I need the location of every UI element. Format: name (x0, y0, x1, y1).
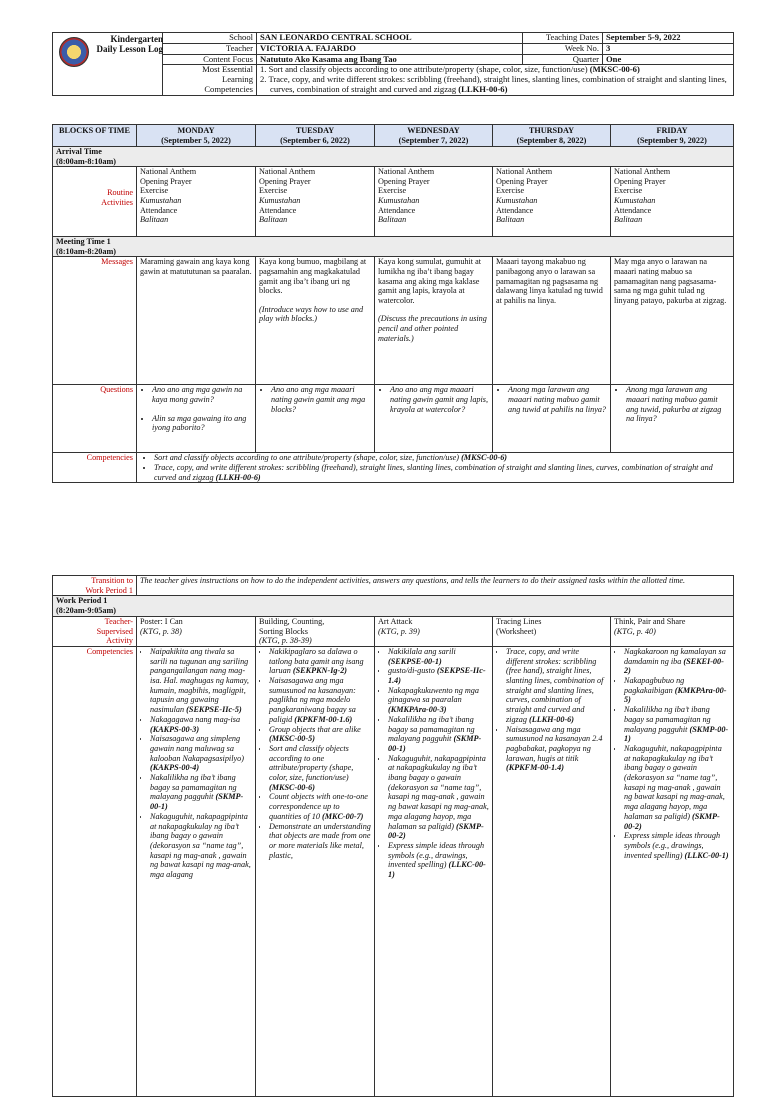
mel-item-2 (260, 75, 730, 95)
activity-ref: (KTG, p. 38-39) (259, 636, 312, 646)
competency-list-tuesday (259, 647, 371, 860)
competency-item (388, 686, 489, 715)
competency-item (150, 812, 252, 880)
routine-item: Attendance (140, 205, 178, 215)
competency-text: Naisasagawa ang mga sumusunod na kasanayan: paglikha ng mga modelo pangkaraniwang bagay sa paligid (269, 676, 356, 724)
competencies-monday (137, 646, 256, 1096)
activity-title: Art Attack (378, 616, 413, 626)
competency-item (150, 715, 252, 734)
routine-item: Balitaan (496, 215, 525, 225)
routine-item: Exercise (378, 186, 407, 196)
day-header-thursday (493, 125, 611, 147)
teacher-supervised-row (53, 616, 734, 646)
messages-label: Messages (53, 257, 137, 385)
competencies-list (140, 453, 730, 482)
routine-item: National Anthem (259, 167, 316, 177)
routine-row (53, 167, 734, 237)
mel-label-2: Learning (221, 74, 253, 85)
message-wednesday-note: (Discuss the precautions in using pencil and other pointed materials.) (378, 314, 487, 343)
competency-list-monday (140, 647, 252, 880)
competency-item (624, 744, 730, 831)
transition-label (53, 576, 137, 596)
activity-friday (611, 616, 734, 646)
routine-item: Kumustahan (259, 195, 301, 205)
focus-value: Natututo Ako Kasama ang Ibang Tao (257, 54, 523, 65)
work-period-table (52, 575, 734, 1097)
teacher-value: VICTORIA A. FAJARDO (257, 43, 523, 54)
message-wednesday-text: Kaya kong sumulat, gumuhit at lumikha ng iba’t ibang bagay kasama ang aking mga kaklase gamit ang lapis, krayola at watercolor. (378, 257, 482, 305)
routine-wednesday (375, 167, 493, 237)
activity-title: Think, Pair and Share (614, 616, 686, 626)
competency-code: (KAKPS-00-4) (150, 763, 200, 773)
competency-text: Sort and classify objects according to one attribute/property (shape, color, size, function/use) (154, 453, 460, 463)
question-tuesday (256, 385, 375, 453)
competency-code: (MKSC-00-6) (269, 782, 315, 792)
question-thursday (493, 385, 611, 453)
competency-text: Nakaguguhit, nakapagpipinta at nakapagkukulay ng iba’t ibang bagay o gawain (dekorasyon sa “name tag”, kasapi ng mag-anak , gawain ng bawat kasapi ng mag-anak, mga alagang (150, 811, 251, 880)
routine-friday (611, 167, 734, 237)
arrival-time-row (53, 147, 734, 167)
activity-title: Tracing Lines (496, 616, 542, 626)
work-competencies-row (53, 646, 734, 1096)
competency-item (150, 647, 252, 715)
competency-item (388, 666, 489, 685)
day-header-tuesday (256, 125, 375, 147)
transition-row (53, 576, 734, 596)
tsa-label-3: Activity (106, 636, 133, 646)
competencies-content (137, 453, 734, 483)
competency-code: (LLKH-00-6) (215, 472, 261, 482)
days-header-row (53, 125, 734, 147)
routine-thursday (493, 167, 611, 237)
activity-thursday (493, 616, 611, 646)
competency-code: (KPKFM-00-1.4) (506, 763, 564, 773)
routine-item: Exercise (140, 186, 169, 196)
competency-item (506, 725, 607, 774)
competency-item (269, 822, 371, 861)
routine-item: Opening Prayer (140, 176, 192, 186)
routine-monday (137, 167, 256, 237)
week-label: Week No. (523, 43, 603, 54)
message-tuesday (256, 257, 375, 385)
routine-item: Attendance (614, 205, 652, 215)
competency-item (269, 725, 371, 744)
activity-title-2: Sorting Blocks (259, 626, 308, 636)
day-date: (September 5, 2022) (161, 135, 231, 145)
day-name: THURSDAY (528, 126, 575, 135)
competency-list-thursday (496, 647, 607, 773)
routine-item: Kumustahan (140, 195, 182, 205)
schedule-table (52, 124, 734, 483)
question-list (140, 385, 252, 404)
message-thursday: Maaari tayong makabuo ng panibagong anyo o larawan sa pamamagitan ng pagsasama ng dalawang linya katulad ng tuwid at pahilis na linya. (493, 257, 611, 385)
transition-label-2: Work Period 1 (85, 585, 133, 595)
competency-text: Express simple ideas through symbols (e.g., drawings, invented spelling) (624, 831, 721, 860)
question-friday (611, 385, 734, 453)
question-item: • Ano ano ang mga maaari nating gawin gamit ang mga blocks? (271, 385, 371, 414)
competency-text: Nakikipaglaro sa dalawa o tatlong bata gamit ang isang laruan (269, 646, 364, 676)
question-list (140, 414, 252, 433)
competency-code: (SEKPSE-00-1) (388, 656, 442, 666)
routine-label (53, 167, 137, 237)
competency-text: Naisasagawa ang simpleng gawain nang maluwag sa kalooban Nakapagsasipilyo) (150, 734, 244, 763)
week-value: 3 (603, 43, 734, 54)
work-competencies-label: Competencies (53, 646, 137, 1096)
question-item: • Ano ano ang mga gawin na kaya mong gawin? (152, 385, 252, 404)
competency-code: (KPKFM-00-1.6) (294, 714, 353, 724)
activity-ref: (KTG, p. 40) (614, 626, 656, 636)
quarter-value: One (603, 54, 734, 65)
mel-item-1-code: (MKSC-00-6) (589, 64, 640, 75)
competency-text: Demonstrate an understanding that objects are made from one or more materials like metal, plastic, (269, 821, 371, 860)
competency-item (624, 647, 730, 676)
tsa-label-2: Supervised (96, 626, 133, 636)
competency-text: Nakagagawa nang mag-isa (150, 714, 241, 724)
message-friday: May mga anyo o larawan na maaari nating mabuo sa pamamagitan nang pagsasama-sama ng mga guhit tulad ng linyang patayo, pakurba at zigzag. (611, 257, 734, 385)
competency-text: Nakaguguhit, nakapagpipinta at nakapagkukulay ng iba’t ibang bagay o gawain (dekorasyon sa “name tag”, kasapi ng mag-anak , gawain ng bawat kasapi ng mag-anak, mga alagang hayop, mga halaman sa paligid) (624, 743, 725, 821)
competency-text: gusto/di-gusto (388, 666, 435, 676)
tsa-label-1: Teacher- (104, 616, 133, 626)
routine-item: Exercise (614, 186, 643, 196)
message-monday: Maraming gawain ang kaya kong gawin at matututunan sa paaralan. (137, 257, 256, 385)
activity-tuesday (256, 616, 375, 646)
competency-item (388, 647, 489, 666)
transition-label-1: Transition to (91, 576, 133, 585)
competencies-friday (611, 646, 734, 1096)
competency-code: (SEKPSE-IIc-1.4) (388, 666, 486, 686)
competency-code: (LLKC-00-1) (388, 860, 486, 880)
questions-row (53, 385, 734, 453)
routine-item: Exercise (259, 186, 288, 196)
competency-item (388, 715, 489, 754)
question-item: • Alin sa mga gawaing ito ang iyong paborito? (152, 414, 252, 433)
meeting-title: Meeting Time 1 (56, 237, 111, 247)
header-logo-cell (53, 33, 163, 96)
routine-item: National Anthem (140, 167, 197, 177)
competency-code: (MKSC-00-5) (269, 734, 315, 744)
competency-code: (KMKPAra-00-3) (388, 705, 447, 715)
day-header-wednesday (375, 125, 493, 147)
competency-text: Nakalilikha ng iba’t ibang bagay sa pamamagitan ng malayang pagguhit (388, 714, 475, 744)
routine-item: National Anthem (496, 167, 553, 177)
routine-item: Balitaan (378, 215, 407, 225)
question-list (496, 385, 607, 414)
day-name: FRIDAY (656, 126, 688, 135)
day-header-monday (137, 125, 256, 147)
competency-code: (KMKPAra-00-5) (624, 685, 727, 705)
work-period-time: (8:20am-9:05am) (56, 606, 117, 616)
competency-item (624, 705, 730, 744)
competency-item (624, 831, 730, 860)
competency-text: Naisasagawa ang mga sumusunod na kasanayan 2.4 pagbabakat, pagkopya ng larawan, hugis at titik (506, 724, 603, 763)
day-name: TUESDAY (295, 126, 335, 135)
work-period-heading (53, 596, 734, 616)
question-list (614, 385, 730, 423)
message-wednesday (375, 257, 493, 385)
routine-label-1: Routine (107, 188, 133, 198)
competency-item (269, 744, 371, 793)
routine-item: Exercise (496, 186, 525, 196)
activity-title: Poster: I Can (140, 616, 183, 626)
competency-text: Express simple ideas through symbols (e.g., drawings, invented spelling) (388, 840, 485, 870)
competency-item (388, 754, 489, 841)
mel-label-3: Competencies (204, 83, 253, 94)
activity-wednesday (375, 616, 493, 646)
competencies-wednesday (375, 646, 493, 1096)
routine-item: Balitaan (259, 215, 288, 225)
day-date: (September 9, 2022) (637, 135, 707, 145)
competency-text: Nakikilala ang sarili (388, 646, 456, 656)
competency-code: (LLKC-00-1) (684, 850, 729, 860)
question-item: • Ano ano ang mga maaari nating gawin gamit ang lapis, krayola at watercolor? (390, 385, 489, 414)
routine-item: Kumustahan (496, 195, 538, 205)
competency-code: (KAKPS-00-3) (150, 724, 200, 734)
work-period-title: Work Period 1 (56, 596, 108, 606)
day-name: MONDAY (177, 126, 215, 135)
competency-list-friday (614, 647, 730, 860)
arrival-title: Arrival Time (56, 147, 102, 156)
competency-code: (MKSC-00-6) (461, 453, 508, 463)
competency-code: (SEKEI-00-2) (624, 656, 724, 676)
routine-item: Opening Prayer (378, 176, 430, 186)
competency-item (269, 792, 371, 821)
competency-code: (SEKPSE-IIc-5) (186, 705, 242, 715)
day-name: WEDNESDAY (407, 126, 460, 135)
routine-item: Kumustahan (614, 195, 656, 205)
work-period-row (53, 596, 734, 616)
mel-item-2-code: (LLKH-00-6) (458, 83, 508, 94)
question-wednesday (375, 385, 493, 453)
routine-item: Balitaan (614, 215, 643, 225)
competency-code: (SKMP-00-2) (388, 821, 484, 841)
routine-item: Attendance (259, 205, 297, 215)
message-tuesday-text: Kaya kong bumuo, magbilang at pagsamahin ang magkakatulad gamit ang iba’t ibang uri ng blocks. (259, 257, 367, 296)
mel-item-2-text: 2. Trace, copy, and write different strokes: scribbling (freehand), straight lines, slanting lines, combination of straight and slanting lines, curves, combination of straight and curved and zigzag (260, 74, 727, 94)
competency-item (154, 463, 730, 482)
competency-code: (LLKH-00-6) (528, 714, 575, 724)
routine-item: National Anthem (614, 167, 671, 177)
question-item: • Anong mga larawan ang maaari nating mabuo gamit ang tuwid at pahilis na linya? (508, 385, 607, 414)
competency-item (154, 453, 730, 463)
competency-text: Nakalilikha ng iba’t ibang bagay sa pamamagitan ng malayang pagguhit (150, 773, 237, 802)
competency-item (269, 647, 371, 676)
dates-label: Teaching Dates (523, 33, 603, 44)
competency-text: Trace, copy, and write different strokes: scribbling (freehand), straight lines, slanting lines, combination of straight and slanting lines, curves, combination of straight and curved and zigzag (154, 462, 713, 482)
competency-text: Nakaguguhit, nakapagpipinta at nakapagkukulay ng iba’t ibang bagay o gawain (dekorasyon sa “name tag”, kasapi ng mag-anak , gawain ng bawat kasapi ng mag-anak, mga alagang hayop, mga halaman sa paligid) (388, 753, 489, 831)
competency-text: Group objects that are alike (269, 724, 361, 734)
competencies-label: Competencies (53, 453, 137, 483)
message-tuesday-note: (Introduce ways how to use and play with blocks.) (259, 304, 364, 324)
competency-text: Trace, copy, and write different strokes: scribbling (free hand), straight lines, slanting lines, combination of straight and slanting lines, curves, combination of straight and curved and zigzag (506, 646, 604, 724)
teacher-supervised-label (53, 616, 137, 646)
competency-list-wednesday (378, 647, 489, 880)
mel-label (163, 65, 257, 95)
competency-code: (SKMP-00-1) (388, 734, 482, 753)
day-date: (September 7, 2022) (398, 135, 469, 145)
competency-code: (MKC-00-7) (322, 811, 364, 821)
mel-item-1-text: 1. Sort and classify objects according to one attribute/property (shape, color, size, function/use) (260, 64, 588, 75)
competency-code: (SEKPKN-Ig-2) (292, 666, 348, 676)
routine-item: Opening Prayer (614, 176, 666, 186)
routine-item: National Anthem (378, 167, 435, 177)
routine-item: Opening Prayer (259, 176, 311, 186)
mel-value (257, 65, 734, 95)
question-monday (137, 385, 256, 453)
competency-item (388, 841, 489, 880)
competency-item (150, 773, 252, 812)
competency-text: Nagkakaroon ng kamalayan sa damdamin ng iba (624, 646, 726, 666)
routine-tuesday (256, 167, 375, 237)
activity-ref: (Worksheet) (496, 626, 537, 636)
quarter-label: Quarter (523, 54, 603, 65)
questions-label: Questions (53, 385, 137, 453)
document-title (69, 34, 163, 54)
question-item: • Anong mga larawan ang maaari nating mabuo gamit ang tuwid, pakurba at zigzag na linya? (626, 385, 730, 423)
competency-text: Nakapagkukuwento ng mga ginagawa sa paaralan (388, 685, 479, 705)
day-header-friday (611, 125, 734, 147)
routine-item: Balitaan (140, 215, 169, 225)
competency-text: Nakapagbubuo ng pagkakaibigan (624, 676, 685, 695)
routine-label-2: Activities (101, 197, 133, 207)
header-table (52, 32, 734, 96)
focus-label: Content Focus (163, 54, 257, 65)
competency-code: (SKMP-00-2) (624, 811, 720, 831)
meeting-time-heading (53, 237, 734, 257)
routine-item: Attendance (378, 205, 416, 215)
competency-text: Naipakikita ang tiwala sa sarili na tugunan ang sariling pangangailangan nang mag-isa. Hal. maghugas ng kamay, kumain, magbihis, magligpit, tapusin ang gawaing nasimulan (150, 646, 249, 715)
dates-value: September 5-9, 2022 (603, 33, 734, 44)
teacher-label: Teacher (163, 43, 257, 54)
activity-ref: (KTG, p. 39) (378, 626, 420, 636)
blocks-of-time-header: BLOCKS OF TIME (53, 125, 137, 147)
routine-item: Kumustahan (378, 195, 420, 205)
competency-item (150, 734, 252, 773)
competency-code: (SKMP-00-1) (150, 792, 244, 812)
competencies-tuesday (256, 646, 375, 1096)
title-line-2: Daily Lesson Log (96, 44, 163, 54)
title-line-1: Kindergarten (110, 34, 163, 44)
competency-code: (SKMP-00-1) (624, 724, 729, 744)
activity-ref: (KTG, p. 38) (140, 626, 182, 636)
meeting-time-row (53, 237, 734, 257)
competency-item (624, 676, 730, 705)
arrival-time: (8:00am-8:10am) (56, 156, 117, 166)
day-date: (September 6, 2022) (280, 135, 350, 145)
school-value: SAN LEONARDO CENTRAL SCHOOL (257, 33, 523, 44)
day-date: (September 8, 2022) (516, 135, 587, 145)
transition-text: The teacher gives instructions on how to do the independent activities, answers any questions, and tells the learners to do their assigned tasks within the allotted time. (137, 576, 734, 596)
routine-item: Attendance (496, 205, 534, 215)
messages-row (53, 257, 734, 385)
activity-monday (137, 616, 256, 646)
school-label: School (163, 33, 257, 44)
question-list (378, 385, 489, 414)
competencies-thursday (493, 646, 611, 1096)
activity-title: Building, Counting, (259, 616, 325, 626)
competency-text: Nakalilikha ng iba’t ibang bagay sa pamamagitan ng malayang pagguhit (624, 705, 711, 734)
arrival-time-heading (53, 147, 734, 167)
question-list (259, 385, 371, 414)
meeting-time: (8:10am-8:20am) (56, 246, 117, 256)
competencies-row (53, 453, 734, 483)
competency-item (506, 647, 607, 725)
mel-label-1: Most Essential (202, 64, 253, 75)
routine-item: Opening Prayer (496, 176, 548, 186)
competency-text: Sort and classify objects according to one attribute/property (shape, color, size, function/use) (269, 743, 354, 783)
competency-text: Count objects with one-to-one correspondence up to quantities of 10 (269, 792, 368, 821)
competency-item (269, 676, 371, 725)
